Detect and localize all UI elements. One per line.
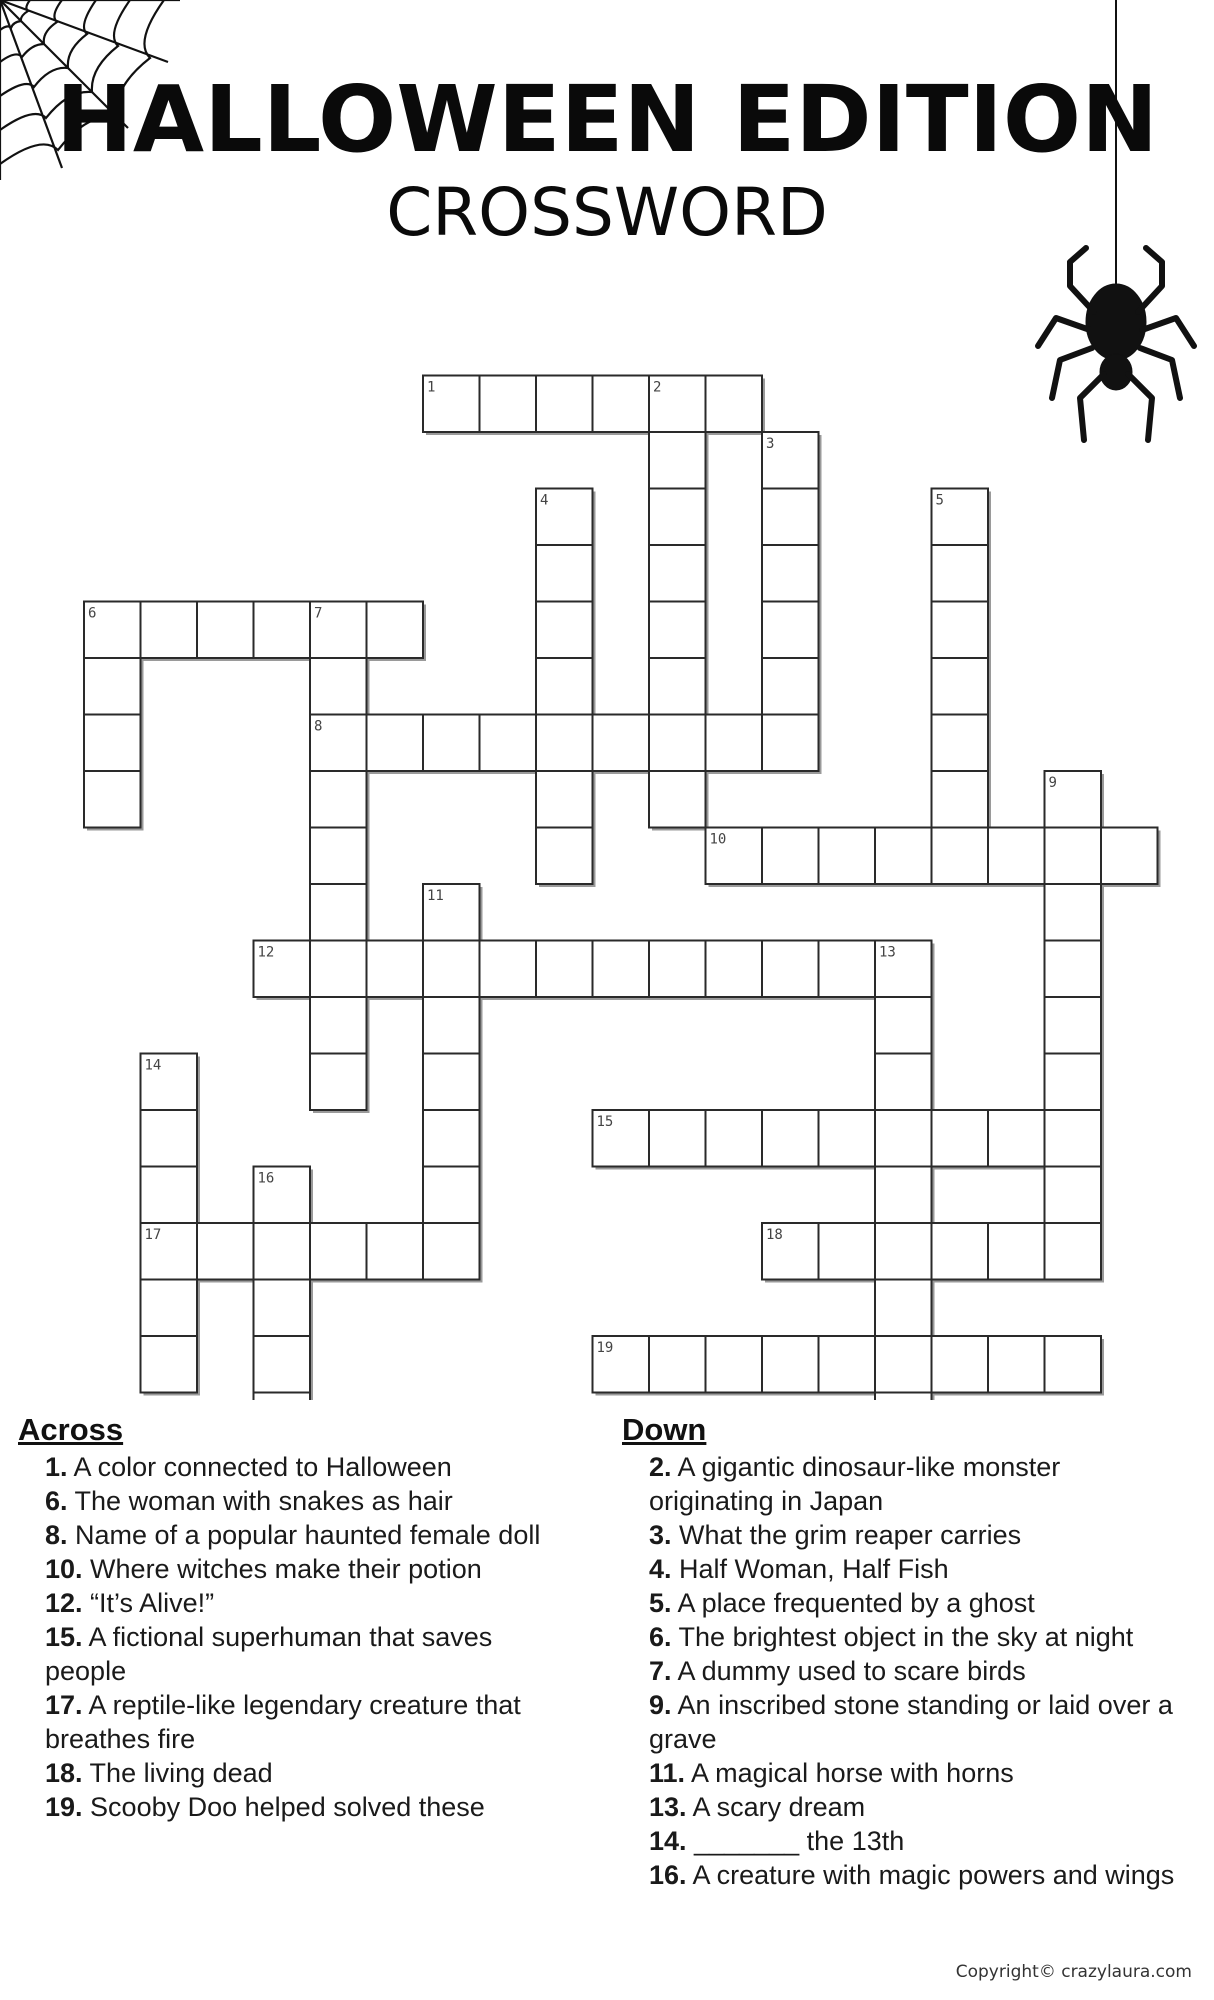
grid-cell[interactable] <box>254 1223 311 1280</box>
clue-text: A color connected to Halloween <box>67 1452 452 1482</box>
grid-cell[interactable] <box>367 941 424 998</box>
grid-cell[interactable] <box>254 1336 311 1393</box>
across-clue <box>18 1552 578 1586</box>
grid-cell[interactable] <box>875 1280 932 1337</box>
grid-cell[interactable] <box>875 1110 932 1167</box>
grid-cell[interactable] <box>649 602 706 659</box>
grid-cell[interactable] <box>1045 1110 1102 1167</box>
clue-number: 2. <box>649 1452 672 1482</box>
grid-cell[interactable] <box>649 432 706 489</box>
page-title: HALLOWEEN EDITION <box>55 66 1159 173</box>
down-clue <box>622 1654 1192 1688</box>
grid-cell[interactable] <box>141 1280 198 1337</box>
grid-cell[interactable] <box>1101 828 1158 885</box>
grid-cell[interactable] <box>819 941 876 998</box>
grid-cell[interactable] <box>932 771 989 828</box>
clue-text: The brightest object in the sky at night <box>671 1622 1134 1652</box>
cell-number: 9 <box>1048 775 1057 791</box>
clue-number: 15. <box>45 1622 83 1652</box>
clue-text: A fictional superhuman that saves people <box>45 1622 493 1686</box>
clue-number: 16. <box>649 1860 687 1890</box>
cell-number: 13 <box>879 944 896 961</box>
clue-number: 6. <box>45 1486 68 1516</box>
clue-text: What the grim reaper carries <box>671 1520 1022 1550</box>
grid-cell[interactable] <box>649 1336 706 1393</box>
grid-cell[interactable] <box>649 658 706 715</box>
clue-text: A dummy used to scare birds <box>671 1656 1026 1686</box>
grid-cell[interactable] <box>536 828 593 885</box>
grid-cell[interactable] <box>875 1054 932 1111</box>
grid-cell[interactable] <box>141 602 198 659</box>
grid-cell[interactable] <box>254 1280 311 1337</box>
across-heading: Across <box>18 1412 124 1447</box>
clue-number: 14. <box>649 1826 687 1856</box>
clue-number: 8. <box>45 1520 68 1550</box>
cell-number: 4 <box>540 492 549 509</box>
grid-cell[interactable] <box>593 376 650 433</box>
cell-number: 15 <box>596 1114 614 1130</box>
grid-cell[interactable] <box>1045 1223 1102 1280</box>
clue-number: 7. <box>649 1656 672 1686</box>
grid-cell[interactable] <box>875 1393 932 1401</box>
grid-cell[interactable] <box>310 1054 367 1111</box>
grid-cell[interactable] <box>84 771 141 828</box>
clue-number: 19. <box>45 1792 83 1822</box>
down-clue <box>622 1450 1192 1518</box>
clue-number: 11. <box>649 1758 686 1788</box>
across-clue <box>18 1484 578 1518</box>
cell-number: 19 <box>596 1340 614 1356</box>
grid-cell[interactable] <box>536 941 593 998</box>
cell-number: 18 <box>766 1227 783 1243</box>
across-clue <box>18 1790 578 1824</box>
grid-cell[interactable] <box>1045 941 1102 998</box>
down-clue <box>622 1790 1192 1824</box>
grid-cell[interactable] <box>762 1336 819 1393</box>
across-clue <box>18 1450 578 1484</box>
grid-cell[interactable] <box>762 602 819 659</box>
grid-cell[interactable] <box>875 1167 932 1224</box>
grid-cell[interactable] <box>1045 1054 1102 1111</box>
grid-cell[interactable] <box>536 715 593 772</box>
grid-cell[interactable] <box>1045 997 1102 1054</box>
grid-cell[interactable] <box>593 715 650 772</box>
cell-number: 14 <box>144 1057 162 1074</box>
grid-cell[interactable] <box>932 602 989 659</box>
cell-number: 1 <box>427 379 436 396</box>
grid-cell[interactable] <box>762 658 819 715</box>
grid-cell[interactable] <box>819 828 876 885</box>
grid-cell[interactable] <box>932 1110 989 1167</box>
cell-number: 7 <box>314 605 323 622</box>
grid-cell[interactable] <box>593 941 650 998</box>
clue-text: Scooby Doo helped solved these <box>82 1792 485 1822</box>
grid-cell[interactable] <box>367 1223 424 1280</box>
grid-cell[interactable] <box>649 489 706 546</box>
grid-cell[interactable] <box>988 828 1045 885</box>
grid-cell[interactable] <box>706 376 763 433</box>
grid-cell[interactable] <box>536 545 593 602</box>
down-clue <box>622 1824 1192 1858</box>
grid-cell[interactable] <box>141 1167 198 1224</box>
grid-cell[interactable] <box>310 997 367 1054</box>
across-clue <box>18 1620 578 1688</box>
grid-cell[interactable] <box>423 1223 480 1280</box>
clue-text: An inscribed stone standing or laid over a grave <box>649 1690 1173 1754</box>
down-heading: Down <box>622 1412 707 1447</box>
grid-cell[interactable] <box>875 1336 932 1393</box>
grid-cell[interactable] <box>875 828 932 885</box>
clue-number: 5. <box>649 1588 672 1618</box>
grid-cell[interactable] <box>197 1223 254 1280</box>
grid-cell[interactable] <box>310 941 367 998</box>
grid-cell[interactable] <box>254 1393 311 1401</box>
clue-number: 6. <box>649 1622 672 1652</box>
grid-cell[interactable] <box>423 1167 480 1224</box>
cell-number: 5 <box>935 492 944 509</box>
grid-cell[interactable] <box>423 1054 480 1111</box>
cell-number: 8 <box>314 718 323 735</box>
clue-number: 13. <box>649 1792 687 1822</box>
grid-cell[interactable] <box>649 941 706 998</box>
grid-cell[interactable] <box>310 771 367 828</box>
clue-text: Half Woman, Half Fish <box>671 1554 949 1584</box>
grid-cell[interactable] <box>310 828 367 885</box>
cell-number: 16 <box>257 1170 275 1187</box>
clue-text: The living dead <box>82 1758 273 1788</box>
grid-cell[interactable] <box>84 658 141 715</box>
grid-cell[interactable] <box>932 828 989 885</box>
down-clue <box>622 1586 1192 1620</box>
grid-cell[interactable] <box>310 884 367 941</box>
clue-text: “It’s Alive!” <box>82 1588 215 1618</box>
grid-cell[interactable] <box>706 715 763 772</box>
grid-cell[interactable] <box>706 941 763 998</box>
grid-cell[interactable] <box>536 658 593 715</box>
grid-cell[interactable] <box>932 1223 989 1280</box>
across-clues <box>18 1412 578 1824</box>
grid-cell[interactable] <box>310 658 367 715</box>
grid-cell[interactable] <box>932 1336 989 1393</box>
grid-cell[interactable] <box>762 1110 819 1167</box>
clue-text: A creature with magic powers and wings <box>686 1860 1175 1890</box>
clue-number: 3. <box>649 1520 672 1550</box>
grid-cell[interactable] <box>480 715 537 772</box>
clue-text: _______ the 13th <box>686 1826 905 1856</box>
grid-cell[interactable] <box>819 1336 876 1393</box>
grid-cell[interactable] <box>988 1110 1045 1167</box>
down-clue <box>622 1756 1192 1790</box>
grid-cell[interactable] <box>649 715 706 772</box>
across-clue <box>18 1586 578 1620</box>
grid-cell[interactable] <box>649 1110 706 1167</box>
grid-cell[interactable] <box>875 1223 932 1280</box>
grid-cell[interactable] <box>932 658 989 715</box>
cell-number: 2 <box>653 379 662 396</box>
grid-cell[interactable] <box>480 941 537 998</box>
grid-cell[interactable] <box>988 1336 1045 1393</box>
across-clue <box>18 1756 578 1790</box>
cell-number: 17 <box>144 1227 162 1243</box>
grid-cell[interactable] <box>367 715 424 772</box>
grid-cell[interactable] <box>1045 1336 1102 1393</box>
down-clue <box>622 1552 1192 1586</box>
down-clue <box>622 1858 1192 1892</box>
grid-cell[interactable] <box>762 489 819 546</box>
clue-text: Where witches make their potion <box>82 1554 482 1584</box>
clue-text: Name of a popular haunted female doll <box>67 1520 541 1550</box>
cell-number: 11 <box>427 888 444 904</box>
grid-cell[interactable] <box>762 828 819 885</box>
clue-text: A gigantic dinosaur-like monster originating in Japan <box>649 1452 1061 1516</box>
grid-cell[interactable] <box>423 715 480 772</box>
cell-number: 3 <box>766 436 775 452</box>
clue-number: 17. <box>45 1690 83 1720</box>
down-clues <box>622 1412 1192 1892</box>
down-clue <box>622 1688 1192 1756</box>
grid-cell[interactable] <box>84 715 141 772</box>
cell-number: 12 <box>257 944 275 961</box>
grid-cell[interactable] <box>423 1110 480 1167</box>
grid-cell[interactable] <box>706 1110 763 1167</box>
page-subtitle: CROSSWORD <box>386 174 828 251</box>
grid-cell[interactable] <box>819 1110 876 1167</box>
grid-cell[interactable] <box>197 602 254 659</box>
down-clue <box>622 1518 1192 1552</box>
clue-number: 18. <box>45 1758 83 1788</box>
grid-cell[interactable] <box>706 1336 763 1393</box>
grid-cell[interactable] <box>1045 1167 1102 1224</box>
clue-text: A scary dream <box>686 1792 866 1822</box>
grid-cell[interactable] <box>254 602 311 659</box>
cell-number: 10 <box>709 831 727 848</box>
grid-cell[interactable] <box>819 1223 876 1280</box>
grid-cell[interactable] <box>423 941 480 998</box>
grid-cell[interactable] <box>480 376 537 433</box>
grid-cell[interactable] <box>536 376 593 433</box>
down-clue <box>622 1620 1192 1654</box>
grid-cell[interactable] <box>367 602 424 659</box>
grid-cell[interactable] <box>1045 828 1102 885</box>
grid-cell[interactable] <box>423 997 480 1054</box>
grid-cell[interactable] <box>932 715 989 772</box>
across-clue <box>18 1518 578 1552</box>
clue-number: 9. <box>649 1690 672 1720</box>
grid-cell[interactable] <box>141 1336 198 1393</box>
grid-cell[interactable] <box>762 715 819 772</box>
grid-cell[interactable] <box>932 545 989 602</box>
clue-text: A place frequented by a ghost <box>671 1588 1035 1618</box>
grid-cell[interactable] <box>310 1223 367 1280</box>
clue-number: 12. <box>45 1588 83 1618</box>
grid-cell[interactable] <box>649 771 706 828</box>
grid-cell[interactable] <box>762 941 819 998</box>
clue-number: 4. <box>649 1554 672 1584</box>
clue-text: A reptile-like legendary creature that breathes fire <box>45 1690 521 1754</box>
grid-cell[interactable] <box>536 771 593 828</box>
grid-cell[interactable] <box>649 545 706 602</box>
copyright-text: Copyright© crazylaura.com <box>955 1962 1192 1982</box>
clue-number: 10. <box>45 1554 83 1584</box>
grid-cell[interactable] <box>875 997 932 1054</box>
grid-cell[interactable] <box>988 1223 1045 1280</box>
cell-number: 6 <box>88 605 97 622</box>
grid-cell[interactable] <box>141 1110 198 1167</box>
clue-text: A magical horse with horns <box>685 1758 1014 1788</box>
grid-cell[interactable] <box>1045 884 1102 941</box>
grid-cell[interactable] <box>762 545 819 602</box>
clue-text: The woman with snakes as hair <box>67 1486 453 1516</box>
clue-number: 1. <box>45 1452 68 1482</box>
across-clue <box>18 1688 578 1756</box>
grid-cell[interactable] <box>536 602 593 659</box>
